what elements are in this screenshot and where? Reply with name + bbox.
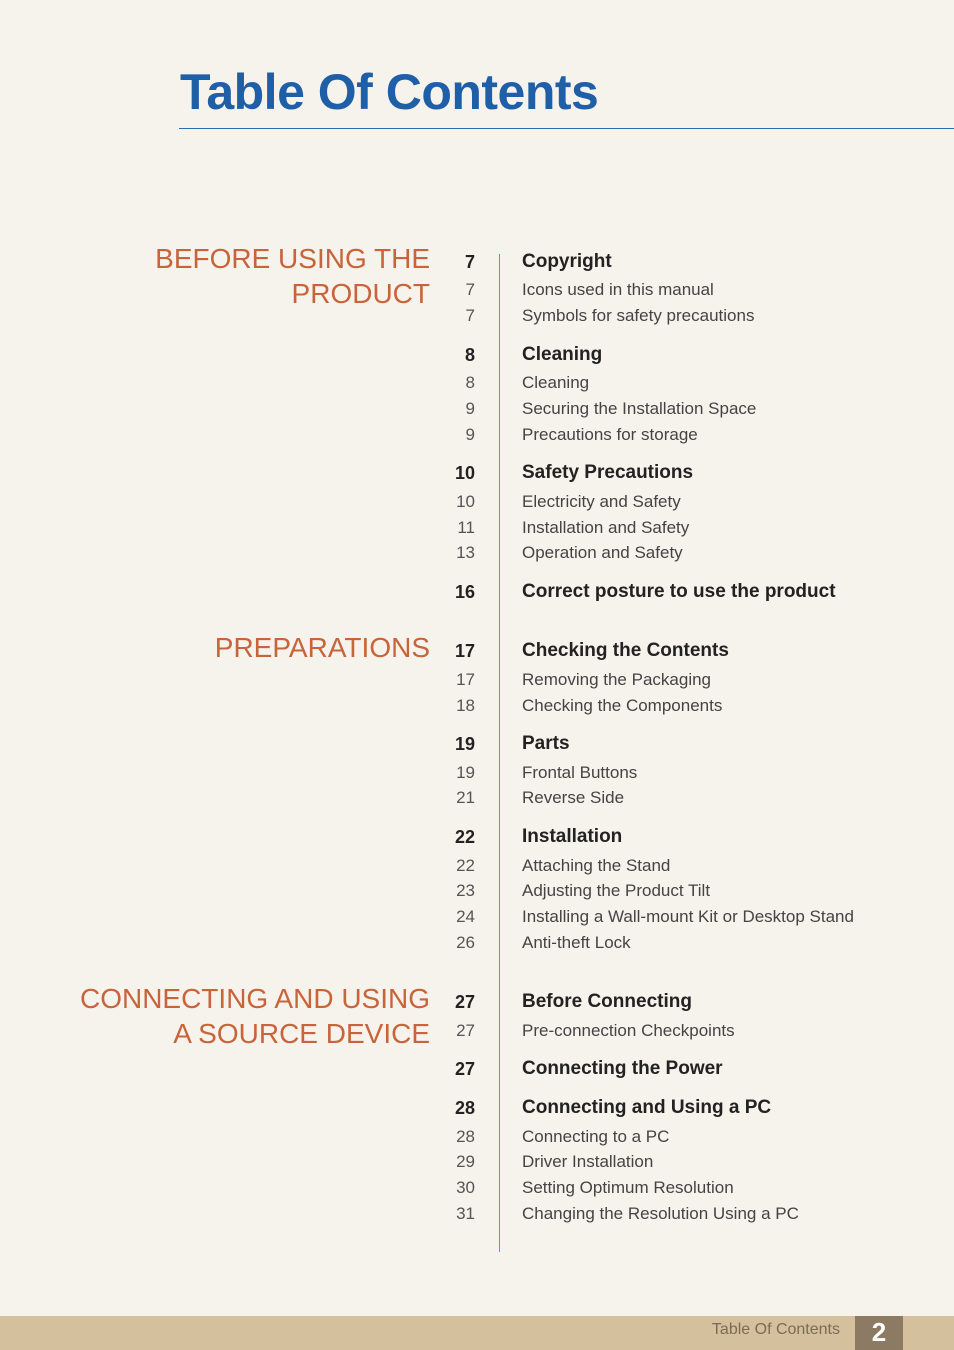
- entry-label: Adjusting the Product Tilt: [522, 881, 711, 900]
- entry-label: Connecting to a PC: [522, 1127, 670, 1146]
- toc-entry[interactable]: [0, 878, 954, 904]
- entry-label: Copyright: [522, 251, 612, 272]
- page-number: 7: [464, 252, 475, 272]
- entry-label: Safety Precautions: [522, 462, 694, 483]
- page-number: 17: [456, 670, 475, 689]
- entry-label: Installation: [522, 826, 623, 847]
- entry-label: Connecting the Power: [522, 1058, 723, 1079]
- page-number: 27: [454, 1059, 475, 1079]
- toc-entry[interactable]: [0, 1018, 954, 1044]
- section-heading-line: A SOURCE DEVICE: [173, 1018, 430, 1049]
- toc-entry-main[interactable]: [0, 342, 954, 368]
- section-heading-line: BEFORE USING THE: [155, 243, 430, 274]
- toc-entry-main[interactable]: [0, 1095, 954, 1121]
- toc-entry-main[interactable]: [0, 638, 954, 664]
- page-number: 9: [465, 425, 475, 444]
- toc-entry[interactable]: [0, 1175, 954, 1201]
- page-number: 10: [454, 463, 475, 483]
- page-number: 17: [454, 641, 475, 661]
- page-number: 13: [456, 543, 475, 562]
- title-underline: [179, 128, 954, 129]
- page-number: 19: [454, 734, 475, 754]
- section-heading-line: PREPARATIONS: [214, 632, 430, 663]
- toc-entry[interactable]: [0, 540, 954, 566]
- page-number: 27: [456, 1021, 475, 1040]
- entry-label: Operation and Safety: [522, 543, 683, 562]
- page-number: 10: [456, 492, 475, 511]
- page-number: 11: [457, 518, 475, 537]
- entry-label: Installation and Safety: [522, 518, 690, 537]
- page-number: 8: [464, 345, 475, 365]
- entry-label: Before Connecting: [522, 991, 692, 1012]
- page-number: 8: [465, 373, 475, 392]
- entry-label: Precautions for storage: [522, 425, 698, 444]
- page-number: 26: [456, 933, 475, 952]
- toc-entry-main[interactable]: [0, 579, 954, 605]
- page-number: 24: [456, 907, 475, 926]
- entry-label: Checking the Contents: [522, 640, 729, 661]
- page-number: 21: [456, 788, 475, 807]
- entry-label: Frontal Buttons: [522, 763, 638, 782]
- entry-label: Installing a Wall-mount Kit or Desktop Stand: [522, 907, 854, 926]
- toc-entry[interactable]: [0, 785, 954, 811]
- toc-entry[interactable]: [0, 370, 954, 396]
- page-number: 23: [456, 881, 475, 900]
- toc-entry-main[interactable]: [0, 989, 954, 1015]
- page-number: 7: [465, 306, 475, 325]
- page-number: 22: [454, 827, 475, 847]
- entry-label: Icons used in this manual: [522, 280, 714, 299]
- toc-entry-main[interactable]: [0, 731, 954, 757]
- toc-entry[interactable]: [0, 693, 954, 719]
- page-number: 16: [454, 582, 475, 602]
- entry-label: Checking the Components: [522, 696, 723, 715]
- toc-entry[interactable]: [0, 422, 954, 448]
- toc-entry[interactable]: [0, 303, 954, 329]
- page-number: 9: [465, 399, 475, 418]
- toc-entry[interactable]: [0, 760, 954, 786]
- entry-label: Driver Installation: [522, 1152, 654, 1171]
- page-number: 30: [456, 1178, 475, 1197]
- page-number: 7: [465, 280, 475, 299]
- toc-entry[interactable]: [0, 667, 954, 693]
- toc-entry[interactable]: [0, 1149, 954, 1175]
- page-number: 27: [454, 992, 475, 1012]
- toc-entry[interactable]: [0, 930, 954, 956]
- toc-entry-main[interactable]: [0, 460, 954, 486]
- toc-entry[interactable]: [0, 515, 954, 541]
- entry-label: Setting Optimum Resolution: [522, 1178, 734, 1197]
- entry-label: Cleaning: [522, 373, 590, 392]
- section-heading-line: CONNECTING AND USING: [79, 983, 430, 1014]
- page-title: Table Of Contents: [180, 64, 599, 120]
- page-number: 28: [456, 1127, 475, 1146]
- entry-label: Connecting and Using a PC: [522, 1097, 772, 1118]
- entry-label: Electricity and Safety: [522, 492, 681, 511]
- page-number-badge: 2: [855, 1316, 903, 1350]
- toc-entry[interactable]: [0, 396, 954, 422]
- footer-bar: [0, 1316, 954, 1350]
- entry-label: Correct posture to use the product: [522, 581, 836, 602]
- toc-entry[interactable]: [0, 489, 954, 515]
- entry-label: Parts: [522, 733, 570, 754]
- section-heading-line: PRODUCT: [291, 278, 430, 309]
- entry-label: Removing the Packaging: [522, 670, 712, 689]
- toc-entry[interactable]: [0, 1201, 954, 1227]
- toc-entry-main[interactable]: [0, 249, 954, 275]
- page-number: 31: [456, 1204, 475, 1223]
- entry-label: Cleaning: [522, 344, 603, 365]
- page-number: 28: [454, 1098, 475, 1118]
- page-number: 22: [456, 856, 475, 875]
- entry-label: Changing the Resolution Using a PC: [522, 1204, 799, 1223]
- footer-label: Table Of Contents: [711, 1321, 840, 1338]
- entry-label: Anti-theft Lock: [522, 933, 631, 952]
- toc-entry-main[interactable]: [0, 1056, 954, 1082]
- page-number: 19: [456, 763, 475, 782]
- entry-label: Attaching the Stand: [522, 856, 671, 875]
- page-number: 18: [456, 696, 475, 715]
- toc-entry[interactable]: [0, 904, 954, 930]
- entry-label: Pre-connection Checkpoints: [522, 1021, 735, 1040]
- entry-label: Symbols for safety precautions: [522, 306, 755, 325]
- entry-label: Reverse Side: [522, 788, 625, 807]
- toc-entry-main[interactable]: [0, 824, 954, 850]
- toc-entry[interactable]: [0, 853, 954, 879]
- toc-entry[interactable]: [0, 1124, 954, 1150]
- entry-label: Securing the Installation Space: [522, 399, 757, 418]
- page-number: 29: [456, 1152, 475, 1171]
- toc-entry[interactable]: [0, 277, 954, 303]
